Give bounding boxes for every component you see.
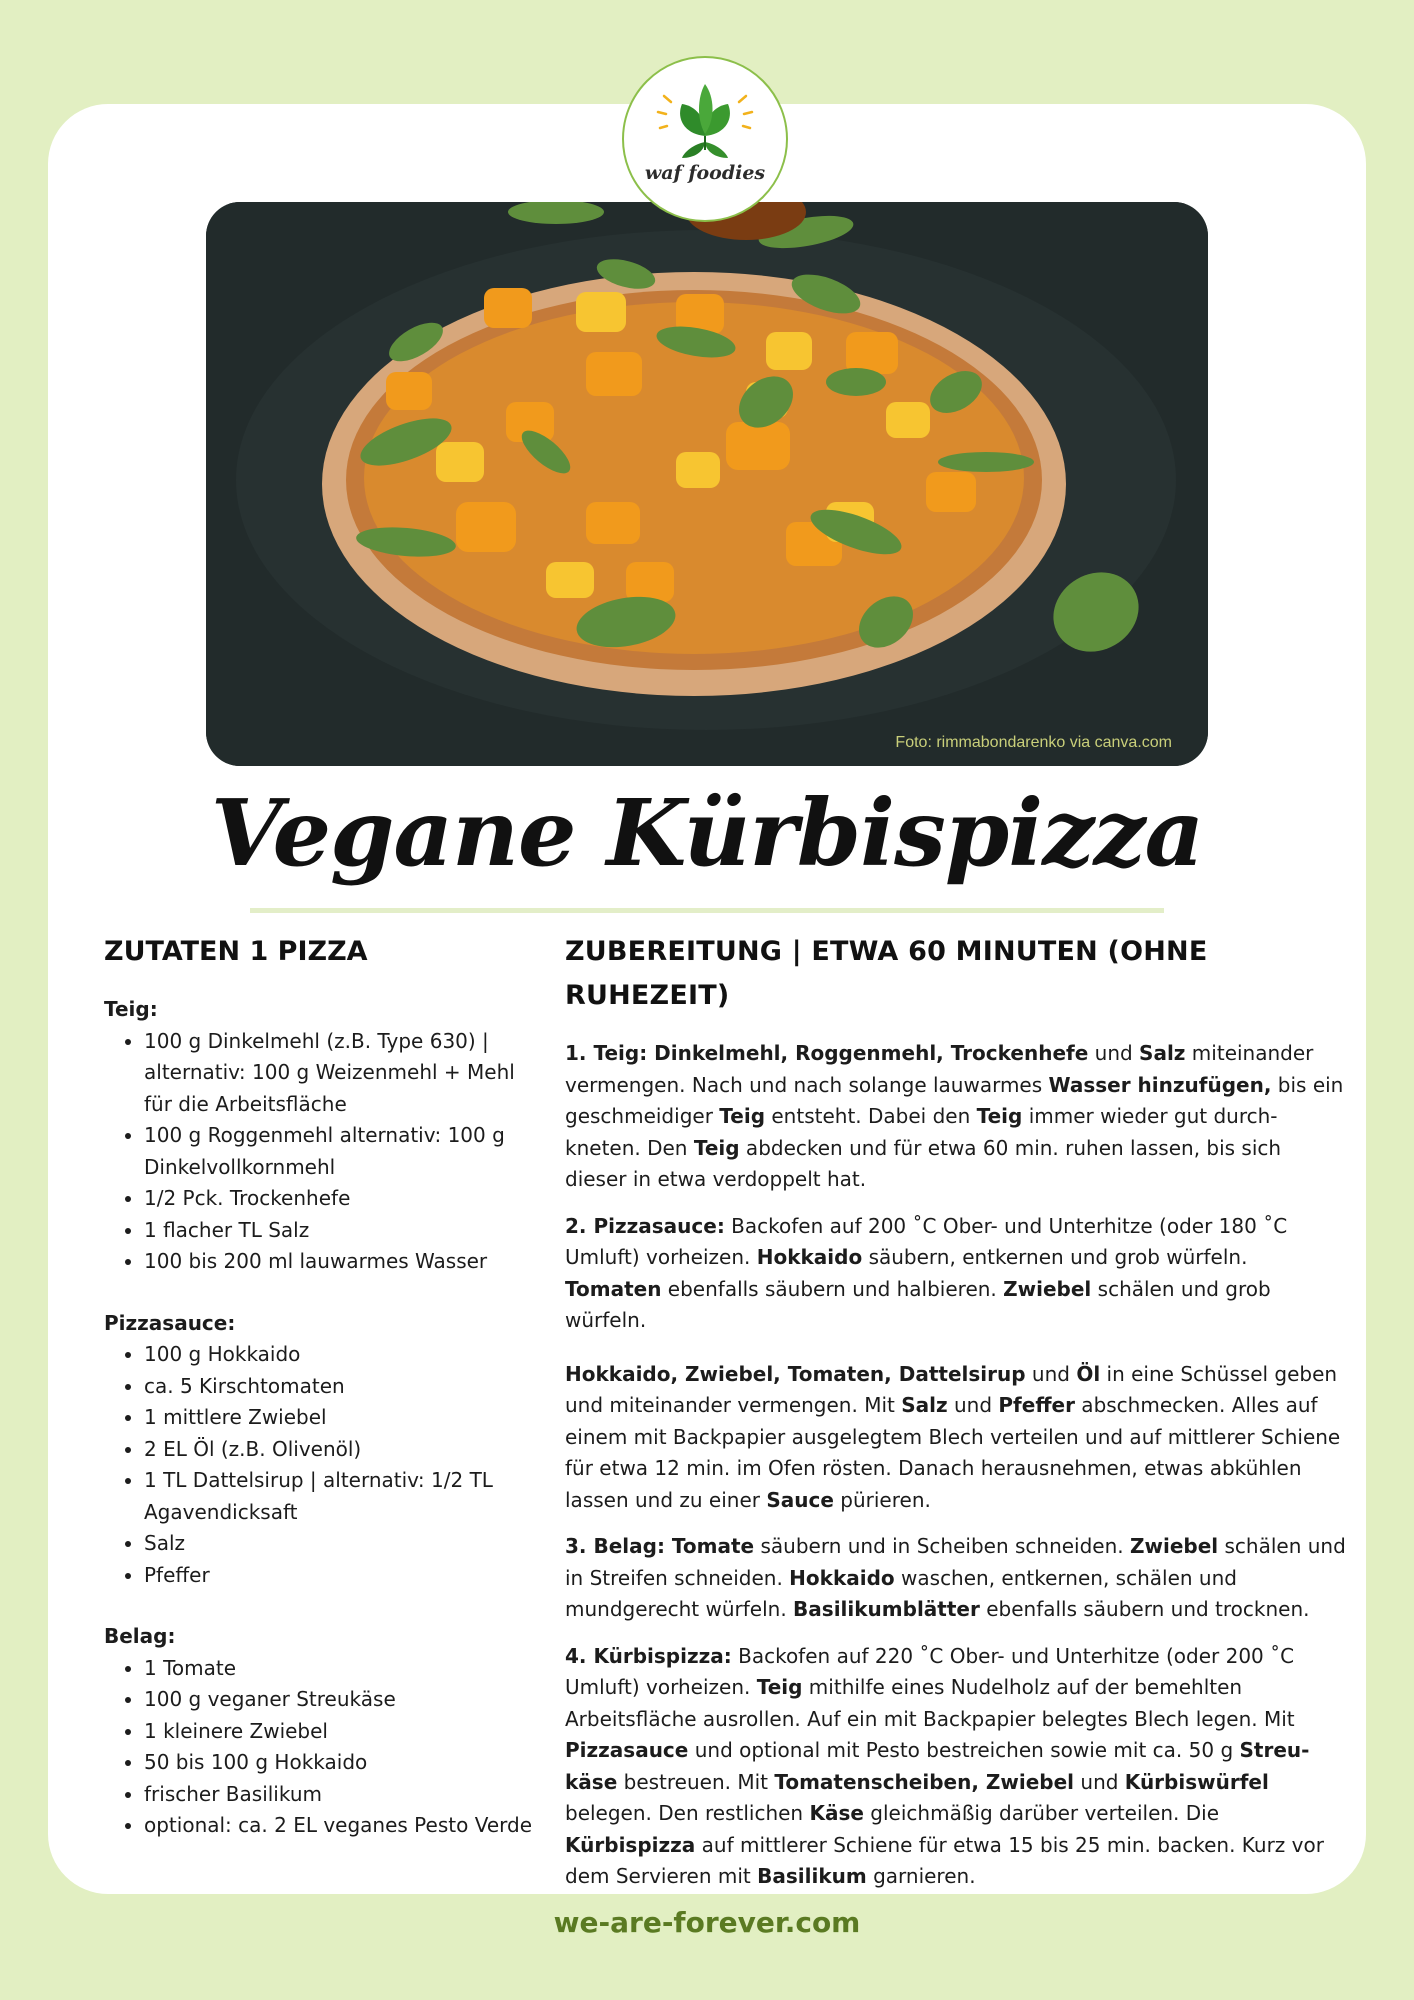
ingredient-item: • Salz <box>144 1528 544 1560</box>
ingredient-item: • Pfeffer <box>144 1560 544 1592</box>
step-text: abdecken und für etwa 60 min. ruhen lassen, bis sich dieser in etwa verdoppelt hat. <box>565 1135 1282 1191</box>
step-emphasis: Hokkaido, Zwiebel, Tomaten, Dattelsirup <box>565 1361 1026 1386</box>
step-text: abschmecken. Alles auf einem mit Backpapier ausgelegtem Blech verteilen und auf mittlerer Schiene für etwa 12 min. im Ofen rösten. Danach herausnehmen, etwas abkühlen lassen und zu einer <box>565 1393 1341 1512</box>
step-text: ebenfalls säubern und trocknen. <box>979 1597 1310 1621</box>
step-emphasis: Öl <box>1076 1361 1101 1386</box>
ingredient-item: • 100 g Hokkaido <box>144 1339 544 1371</box>
step-emphasis: Tomaten <box>565 1276 662 1301</box>
ingredient-item: • 1 Tomate <box>144 1653 544 1685</box>
step-text: und <box>1088 1041 1140 1065</box>
ingredients-heading: ZUTATEN 1 PIZZA <box>104 936 368 967</box>
preparation-step <box>565 1038 1347 1196</box>
step-text: schälen und grob würfeln. <box>565 1276 1271 1332</box>
step-text: belegen. Den restlichen <box>565 1801 810 1825</box>
ingredient-item: • ca. 5 Kirschtomaten <box>144 1371 544 1403</box>
step-text: waschen, entkernen, schälen und mundgerecht würfeln. <box>565 1565 1237 1621</box>
ingredient-group-title: Teig: <box>104 997 158 1021</box>
step-emphasis: Kürbispizza <box>565 1832 696 1857</box>
step-text: in eine Schüssel geben und miteinander vermengen. Mit <box>565 1361 1338 1417</box>
step-text: säubern, entkernen und grob würfeln. <box>862 1245 1248 1269</box>
step-emphasis: 3. Belag: Tomate <box>565 1534 755 1558</box>
step-text: auf mittlerer Schiene für etwa 15 bis 25 min. backen. Kurz vor dem Servieren mit <box>565 1832 1324 1888</box>
step-emphasis: Pfeffer <box>998 1393 1075 1417</box>
step-text: ebenfalls säubern und halbieren. <box>661 1276 1004 1301</box>
ingredient-list <box>104 1026 544 1278</box>
step-text: entsteht. Dabei den <box>765 1104 977 1128</box>
step-text: bestreuen. Mit <box>617 1769 775 1794</box>
ingredient-item: • 1 kleinere Zwiebel <box>144 1716 544 1748</box>
preparation-section <box>565 930 1347 1908</box>
step-text: und <box>1025 1361 1077 1386</box>
step-emphasis: Teig <box>976 1104 1023 1128</box>
step-text: garnieren. <box>866 1864 976 1888</box>
step-emphasis: Sauce <box>766 1487 834 1512</box>
step-emphasis: Pizzasauce <box>565 1738 689 1762</box>
ingredient-list <box>104 1653 544 1842</box>
ingredient-item: • 50 bis 100 g Hokkaido <box>144 1747 544 1779</box>
step-emphasis: Basilikum <box>757 1864 867 1888</box>
ingredient-item: • 1/2 Pck. Trockenhefe <box>144 1183 544 1215</box>
step-emphasis: Kürbiswürfel <box>1124 1769 1269 1794</box>
ingredient-item: • 100 g veganer Streukäse <box>144 1684 544 1716</box>
step-text: schälen und in Streifen schneiden. <box>565 1534 1346 1590</box>
ingredient-item: • 100 bis 200 ml lauwarmes Wasser <box>144 1246 544 1278</box>
page-title: Vegane Kürbispizza <box>210 779 1204 887</box>
step-emphasis: Wasser hinzufügen, <box>1048 1072 1272 1097</box>
step-text: mithilfe eines Nudelholz auf der bemehlten Arbeitsfläche ausrollen. Auf ein mit Backpapier belegtes Blech legen. Mit <box>565 1675 1295 1731</box>
preparation-step <box>565 1359 1347 1517</box>
ingredient-group <box>104 994 544 1278</box>
step-emphasis: 2. Pizzasauce: <box>565 1213 725 1238</box>
step-emphasis: Streu-käse <box>565 1738 1310 1794</box>
photo-credit: Foto: rimmabondarenko via canva.com <box>895 734 1172 751</box>
step-text: und <box>1074 1769 1125 1794</box>
step-text: bis ein geschmeidiger <box>565 1072 1344 1128</box>
step-text: pürieren. <box>833 1487 931 1512</box>
ingredient-groups <box>104 994 544 1842</box>
step-emphasis: Käse <box>809 1801 864 1825</box>
preparation-step <box>565 1641 1347 1893</box>
step-text: und <box>947 1393 999 1417</box>
ingredient-group-title: Belag: <box>104 1624 176 1648</box>
ingredient-item: • 1 mittlere Zwiebel <box>144 1402 544 1434</box>
footer-url-link[interactable]: we-are-forever.com <box>553 1906 861 1939</box>
ingredient-list <box>104 1339 544 1591</box>
ingredient-group <box>104 1308 544 1592</box>
ingredient-item: • 2 EL Öl (z.B. Olivenöl) <box>144 1434 544 1466</box>
ingredient-item: • 100 g Roggenmehl alternativ: 100 g Dinkelvollkornmehl <box>144 1120 544 1183</box>
step-emphasis: Hokkaido <box>756 1245 863 1269</box>
step-text: Backofen auf 200 ˚C Ober- und Unterhitze (oder 180 ˚C Umluft) vorheizen. <box>565 1213 1288 1269</box>
ingredients-section <box>104 930 544 1842</box>
step-emphasis: Zwiebel <box>1130 1534 1219 1558</box>
step-emphasis: 4. Kürbispizza: <box>565 1643 732 1668</box>
ingredient-item: • 100 g Dinkelmehl (z.B. Type 630) | alternativ: 100 g Weizenmehl + Mehl für die Arbeitsfläche <box>144 1026 544 1121</box>
ingredient-item: • 1 flacher TL Salz <box>144 1215 544 1247</box>
step-text: miteinander vermengen. Nach und nach solange lauwarmes <box>565 1041 1314 1097</box>
preparation-steps <box>565 1038 1347 1893</box>
title-underline <box>250 908 1164 913</box>
preparation-heading: ZUBEREITUNG | ETWA 60 MINUTEN (OHNE RUHEZEIT) <box>565 936 1208 1011</box>
step-emphasis: 1. Teig: Dinkelmehl, Roggenmehl, Trockenhefe <box>565 1041 1089 1065</box>
pizza-photo-illustration <box>206 202 1208 766</box>
step-emphasis: Salz <box>1139 1041 1186 1065</box>
basil-logo-icon <box>624 58 786 220</box>
hero-photo <box>206 202 1208 766</box>
step-text: immer wieder gut durch-kneten. Den <box>565 1104 1278 1160</box>
step-emphasis: Hokkaido <box>789 1565 895 1590</box>
logo-text: waf foodies <box>644 162 766 184</box>
preparation-step <box>565 1211 1347 1337</box>
ingredient-group-title: Pizzasauce: <box>104 1310 236 1335</box>
step-emphasis: Basilikumblätter <box>793 1597 980 1621</box>
step-text: Backofen auf 220 ˚C Ober- und Unterhitze (oder 200 ˚C Umluft) vorheizen. <box>565 1643 1295 1699</box>
step-emphasis: Salz <box>901 1393 948 1417</box>
step-emphasis: Teig <box>756 1675 803 1699</box>
step-emphasis: Zwiebel <box>1003 1276 1092 1301</box>
ingredient-item: • optional: ca. 2 EL veganes Pesto Verde <box>144 1810 544 1842</box>
ingredient-group <box>104 1621 544 1842</box>
step-emphasis: Teig <box>719 1104 766 1128</box>
step-text: säubern und in Scheiben schneiden. <box>754 1534 1130 1558</box>
step-text: und optional mit Pesto bestreichen sowie mit ca. 50 g <box>688 1738 1240 1762</box>
brand-logo[interactable] <box>622 56 788 222</box>
ingredient-item: • frischer Basilikum <box>144 1779 544 1811</box>
step-emphasis: Tomatenscheiben, Zwiebel <box>774 1769 1075 1794</box>
ingredient-item: • 1 TL Dattelsirup | alternativ: 1/2 TL Agavendicksaft <box>144 1465 544 1528</box>
step-emphasis: Teig <box>693 1135 740 1160</box>
step-text: gleichmäßig darüber verteilen. Die <box>863 1801 1220 1825</box>
preparation-step <box>565 1531 1347 1626</box>
